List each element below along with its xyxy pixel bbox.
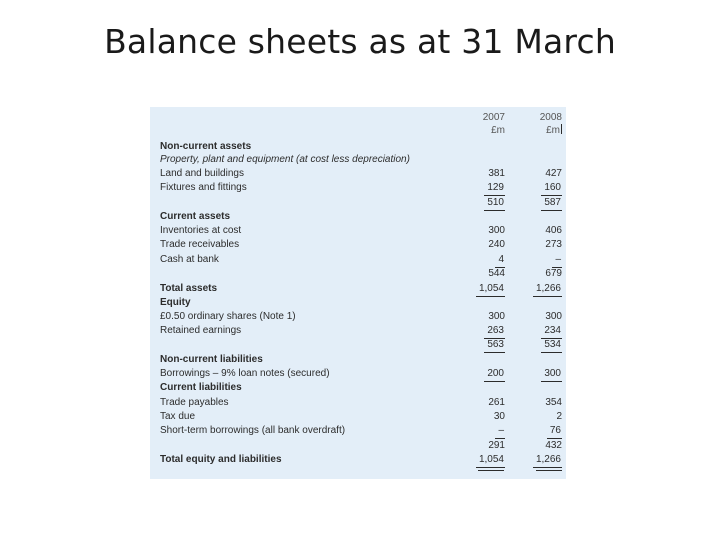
section-heading: Non-current liabilities [160,354,263,365]
subtotal-2008: 679 [545,268,562,279]
table-row [150,224,566,238]
value-2008: 354 [545,397,562,408]
value-2008: 273 [545,239,562,250]
value-2007: – [495,424,505,439]
section-heading: Non-current assets [160,141,252,152]
col2-year-header: 2008 [539,112,562,123]
table-row [150,167,566,181]
table-row [150,424,566,438]
value-2007: 261 [488,397,505,408]
balance-sheet-table [150,107,566,479]
table-row [150,153,566,167]
section-heading: Current assets [160,211,231,222]
subtotal-2007: 544 [488,268,505,279]
row-label: Cash at bank [160,254,219,265]
value-2008: 300 [545,311,562,322]
value-2008: 160 [541,181,562,196]
subtotal-row [150,439,566,453]
value-2008: 76 [547,424,562,439]
text-cursor-icon [561,124,562,134]
subtotal-row [150,338,566,352]
total-2008: 1,266 [533,453,562,468]
value-2007: 129 [484,181,505,196]
value-2007: 381 [488,168,505,179]
header-year-row [150,111,566,125]
table-row [150,367,566,381]
slide-title: Balance sheets as at 31 March [104,22,616,61]
table-row [150,453,566,467]
total-label: Total assets [160,283,218,294]
value-2008: 406 [545,225,562,236]
row-label: Trade payables [160,397,229,408]
col1-unit-header: £m [491,125,505,136]
section-heading: Current liabilities [160,382,242,393]
table-row [150,296,566,310]
section-heading: Equity [160,297,191,308]
subtotal-2007: 563 [484,338,505,353]
row-label: Short-term borrowings (all bank overdraft) [160,425,346,436]
table-row [150,140,566,154]
subtotal-2008: 432 [545,440,562,451]
table-row [150,310,566,324]
value-2007: 200 [484,367,505,382]
double-underline [536,470,562,471]
header-unit-row [150,124,566,138]
value-2007: 30 [493,411,505,422]
table-row [150,210,566,224]
table-row [150,353,566,367]
value-2007: 300 [488,311,505,322]
row-label: Retained earnings [160,325,242,336]
col2-unit-header: £m [546,125,560,136]
subtotal-2007: 510 [484,196,505,211]
value-2007: 240 [488,239,505,250]
total-label: Total equity and liabilities [160,454,282,465]
row-label: Fixtures and fittings [160,182,247,193]
table-row [150,253,566,267]
value-2007: 300 [488,225,505,236]
value-2008: 300 [541,367,562,382]
subtotal-row [150,267,566,281]
total-2008: 1,266 [533,282,562,297]
row-label: Inventories at cost [160,225,242,236]
table-row [150,396,566,410]
value-2008: 427 [545,168,562,179]
table-row [150,381,566,395]
subtotal-2008: 534 [541,338,562,353]
table-row [150,324,566,338]
total-2007: 1,054 [476,453,505,468]
row-label: Trade receivables [160,239,240,250]
value-2008: 2 [556,411,562,422]
table-row [150,410,566,424]
subtotal-2007: 291 [488,440,505,451]
subtotal-row [150,196,566,210]
subtotal-2008: 587 [541,196,562,211]
col1-year-header: 2007 [482,112,505,123]
value-2008: 234 [541,324,562,339]
table-row [150,238,566,252]
value-2008: – [552,253,562,268]
total-2007: 1,054 [476,282,505,297]
row-label: Land and buildings [160,168,244,179]
row-label: Tax due [160,411,196,422]
row-label: £0.50 ordinary shares (Note 1) [160,311,296,322]
table-row [150,282,566,296]
double-underline [478,470,504,471]
row-label: Borrowings – 9% loan notes (secured) [160,368,330,379]
table-row [150,181,566,195]
value-2007: 4 [495,253,505,268]
subheading: Property, plant and equipment (at cost less depreciation) [160,154,410,165]
value-2007: 263 [484,324,505,339]
